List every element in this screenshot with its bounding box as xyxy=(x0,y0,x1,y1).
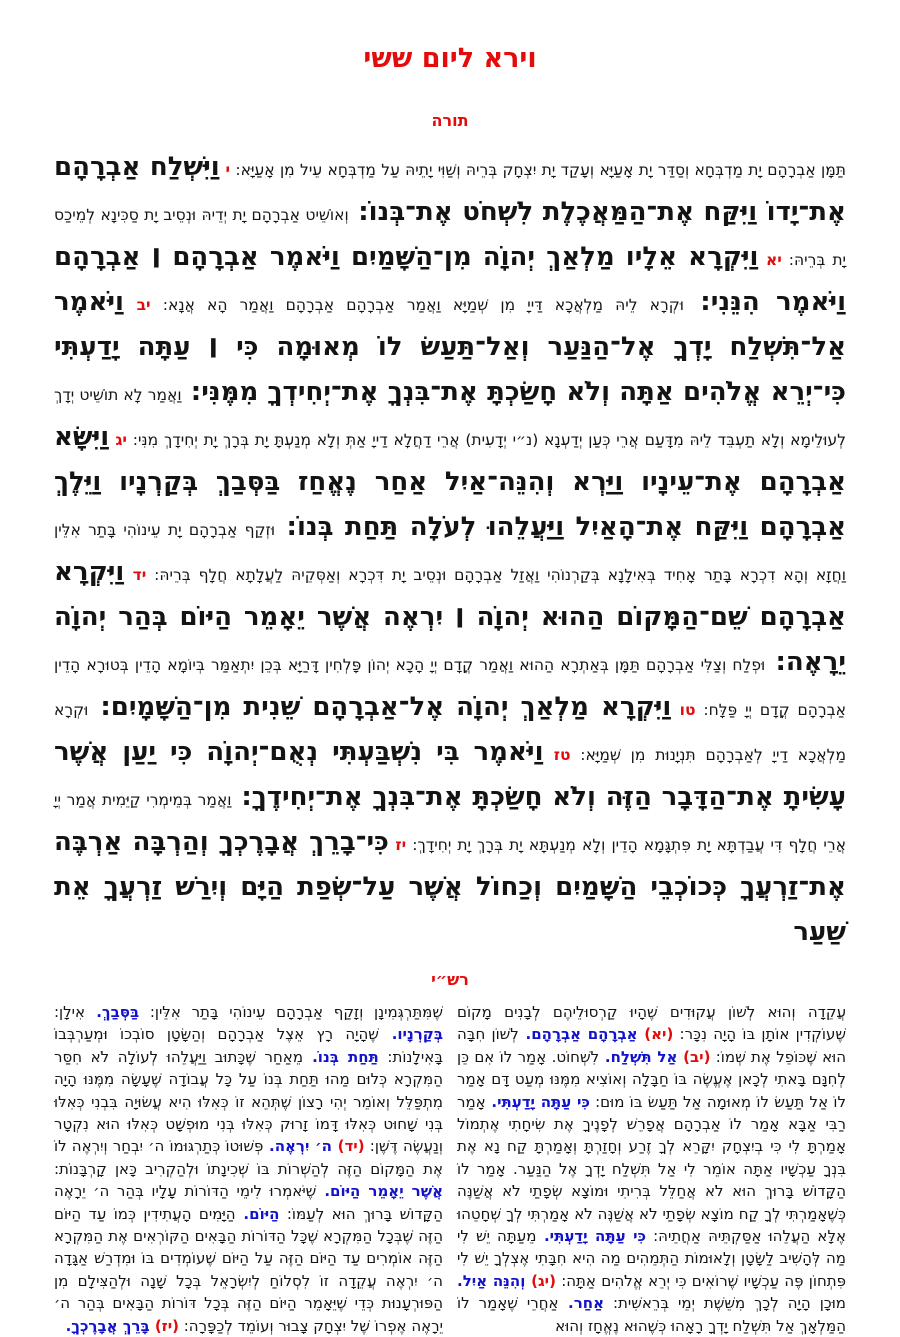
page-title: וירא ליום ששי xyxy=(363,43,537,74)
rashi-commentary xyxy=(54,1001,846,1337)
torah-text-block: תַּמָּן אַבְרָהָם יָת מַדְבְּחָא וְסַדַּר יָת אָעַיָּא וְעָקַד יָת יִצְחָק בְּרֵיהּ וְשַׁוִּי יָתֵיהּ עַל מַדְבְּחָא עֵיל מִן אָעַיָּא: י וַיִּשְׁלַח אַבְרָהָם אֶת־יָדוֹ וַיִּקַּח אֶת־הַמַּאֲכֶלֶת לִשְׁחֹט אֶת־בְּנוֹ: וְאוֹשֵׁיט אַבְרָהָם יָת יְדֵיהּ וּנְסֵיב יָת סַכִּינָא לְמֵיכַס יָת בְּרֵיהּ: יא וַיִּקְרָא אֵלָיו מַלְאַךְ יְהוָֹה מִן־הַשָּׁמַיִם וַיֹּאמֶר אַבְרָהָם ׀ אַבְרָהָם וַיֹּאמֶר הִנֵּנִי: וּקְרָא לֵיהּ מַלְאֲכָא דַּייָ מִן שְׁמַיָּא וַאֲמַר אַבְרָהָם אַבְרָהָם וַאֲמַר הָא אֲנָא: יב וַיֹּאמֶר אַל־תִּשְׁלַח יָדְךָ אֶל־הַנַּעַר וְאַל־תַּעַשׂ לוֹ מְאוּמָה כִּי ׀ עַתָּה יָדַעְתִּי כִּי־יְרֵא אֱלֹהִים אַתָּה וְלֹא חָשַׂכְתָּ אֶת־בִּנְךָ אֶת־יְחִידְךָ מִמֶּנִּי: וַאֲמַר לָא תוֹשֵׁיט יְדָךְ לְעוּלֵימָא וְלָא תַעְבֵּד לֵיהּ מִדָּעַם אֲרֵי כְּעַן יְדַעְנָא (נ״י יְדָעִית) אֲרֵי דַחֲלָא דַייָ אַתְּ וְלָא מְנַעְתָּ יָת בְּרָךְ יָת יְחִידָךְ מִנִּי: יג וַיִּשָּׂא אַבְרָהָם אֶת־עֵינָיו וַיַּרְא וְהִנֵּה־אַיִל אַחַר נֶאֱחַז בַּסְּבַךְ בְּקַרְנָיו וַיֵּלֶךְ אַבְרָהָם וַיִּקַּח אֶת־הָאַיִל וַיַּעֲלֵהוּ לְעֹלָה תַּחַת בְּנוֹ: וּזְקַף אַבְרָהָם יָת עֵינוֹהִי בָּתַר אִלֵּין וַחֲזָא וְהָא דִכְרָא בָּתַר אָחִיד בְּאִילָנָא בְּקַרְנוֹהִי וַאֲזַל אַבְרָהָם וּנְסֵיב יָת דִּכְרָא וְאַסְּקֵיהּ לַעֲלָתָא חֲלָף בְּרֵיהּ: יד וַיִּקְרָא אַבְרָהָם שֵׁם־הַמָּקוֹם הַהוּא יְהוָֹה ׀ יִרְאֶה אֲשֶׁר יֵאָמֵר הַיּוֹם בְּהַר יְהוָֹה יֵרָאֶה: וּפְלַח וְצַלִּי אַבְרָהָם תַּמָּן בְּאַתְרָא הַהוּא וַאֲמַר קֳדָם יְיָ הָכָא יְהוֹן פָּלְחִין דָּרַיָּא בְּכֵן יִתְאַמַּר בְּיוֹמָא הָדֵין בְּטוּרָא הָדֵין אַבְרָהָם קֳדָם יְיָ פַּלָּח: טו וַיִּקְרָא מַלְאַךְ יְהוָֹה אֶל־אַבְרָהָם שֵׁנִית מִן־הַשָּׁמָיִם: וּקְרָא מַלְאֲכָא דַייָ לְאַבְרָהָם תִּנְיָנוּת מִן שְׁמַיָּא: טז וַיֹּאמֶר בִּי נִשְׁבַּעְתִּי נְאֻם־יְהוָֹה כִּי יַעַן אֲשֶׁר עָשִׂיתָ אֶת־הַדָּבָר הַזֶּה וְלֹא חָשַׂכְתָּ אֶת־בִּנְךָ אֶת־יְחִידֶךָ: וַאֲמַר בְּמֵימְרִי קַיֵּמִית אֲמַר יְיָ אֲרֵי חֲלָף דִּי עֲבַדְתָּא יָת פִּתְגָּמָא הָדֵין וְלָא מְנַעְתָּא יָת בְּרָךְ יָת יְחִידָךְ: יז כִּי־בָרֵךְ אֲבָרֶכְךָ וְהַרְבָּה אַרְבֶּה אֶת־זַרְעֲךָ כְּכוֹכְבֵי הַשָּׁמַיִם וְכַחוֹל אֲשֶׁר עַל־שְׂפַת הַיָּם וְיִרַשׁ זַרְעֲךָ אֵת שַׁעַר xyxy=(54,152,847,948)
rashi-right-column: עֲקֵדָה וְהוּא לְשׁוֹן עֲקוּדִים שֶׁהָיוּ קַרְסוּלֵיהֶם לְבָנִים מָקוֹם שֶׁעוֹקְדִין אוֹתָן בּוֹ הָיָה נִכָּר: (יא) אַבְרָהָם אַבְרָהָם. לְשׁוֹן חִבָּה הוּא שֶׁכּוֹפֵל אֶת שְׁמוֹ: (יב) אַל תִּשְׁלַח. לִשְׁחוֹט. אָמַר לוֹ אִם כֵּן לְחִנָּם בָּאתִי לְכָאן אֶעֱשֶׂה בּוֹ חַבָּלָה וְאוֹצִיא מִמֶּנּוּ מְעַט דָּם אָמַר לוֹ אַל תַּעַשׂ לוֹ מְאוּמָה אַל תַּעַשׂ בּוֹ מוּם: כִּי עַתָּה יָדַעְתִּי. אָמַר רַבִּי אַבָּא אָמַר לוֹ אַבְרָהָם אֲפָרֵשׁ לְפָנֶיךָ אֶת שִׂיחָתִי אֶתְמוֹל אָמַרְתָּ לִי כִּי בְיִצְחָק יִקָּרֵא לְךָ זֶרַע וְחָזַרְתָּ וְאָמַרְתָּ קַח נָא אֶת בִּנְךָ עַכְשָׁיו אַתָּה אוֹמֵר לִי אַל תִּשְׁלַח יָדְךָ אֶל הַנַּעַר. אָמַר לוֹ הַקָּדוֹשׁ בָּרוּךְ הוּא לֹא אֲחַלֵּל בְּרִיתִי וּמוֹצָא שְׂפָתַי לֹא אֲשַׁנֶּה כְּשֶׁאָמַרְתִּי לְךָ קַח מוֹצָא שְׂפָתַי לֹא אֲשַׁנֶּה לֹא אָמַרְתִּי לְךָ שְׁחָטֵהוּ אֶלָּא הַעֲלֵהוּ אַסַּקְתֵּיהּ אַחֲתֵיהּ: כִּי עַתָּה יָדַעְתִּי. מֵעַתָּה יֵשׁ לִי מַה לְּהָשִׁיב לַשָּׂטָן וְלָאוּמוֹת הַתְּמֵהִים מַה הִיא חִבָּתִי אֶצְלְךָ יֵשׁ לִי פִּתְחוֹן פֶּה עַכְשָׁיו שֶׁרוֹאִים כִּי יְרֵא אֱלֹהִים אַתָּה: (יג) וְהִנֵּה אַיִל. מוּכָן הָיָה לְכָךְ מִשֵּׁשֶׁת יְמֵי בְּרֵאשִׁית: אַחַר. אַחֲרֵי שֶׁאָמַר לוֹ הַמַּלְאָךְ אַל תִּשְׁלַח יָדְךָ רָאָהוּ כְּשֶׁהוּא נֶאֱחָז וְהוּא xyxy=(457,1002,847,1335)
torah-section-header: תורה xyxy=(431,110,469,130)
rashi-left-column: שֶׁמִּתַּרְגְּמִינָן וְזָקַף אַבְרָהָם עֵינוֹהִי בָּתַר אִלֵּין: בַּסְּבַךְ. אִילָן: בְּקַרְנָיו. שֶׁהָיָה רָץ אֵצֶל אַבְרָהָם וְהַשָּׂטָן סוֹבְכוֹ וּמְעַרְבְּבוֹ בָּאִילָנוֹת: תַּחַת בְּנוֹ. מֵאַחַר שֶׁכָּתוּב וַיַּעֲלֵהוּ לְעוֹלָה לֹא חִסַּר הַמִּקְרָא כְּלוּם מַהוּ תַּחַת בְּנוֹ עַל כָּל עֲבוֹדָה שֶׁעָשָׂה מִמֶּנּוּ הָיָה מִתְפַּלֵּל וְאוֹמֵר יְהִי רָצוֹן שֶׁתְּהֵא זוֹ כְּאִלּוּ הִיא עֲשׂוּיָה בִּבְנִי כְּאִלּוּ בְּנִי שָׁחוּט כְּאִלּוּ דָּמוֹ זָרוּק כְּאִלּוּ בְּנִי מוּפְשָׁט כְּאִלּוּ הוּא נִקְטָר וְנַעֲשֶׂה דֶּשֶׁן: (יד) ה׳ יִרְאֶה. פְּשׁוּטוֹ כְּתַרְגּוּמוֹ ה׳ יִבְחַר וְיִרְאֶה לוֹ אֶת הַמָּקוֹם הַזֶּה לְהַשְׁרוֹת בּוֹ שְׁכִינָתוֹ וּלְהַקְרִיב כָּאן קָרְבָּנוֹת: אֲשֶׁר יֵאָמֵר הַיּוֹם. שֶׁיֹּאמְרוּ לִימֵי הַדּוֹרוֹת עָלָיו בְּהַר ה׳ יֵרָאֶה הַקָּדוֹשׁ בָּרוּךְ הוּא לְעַמּוֹ: הַיּוֹם. הַיָּמִים הָעֲתִידִין כְּמוֹ עַד הַיּוֹם הַזֶּה שֶׁבְּכָל הַמִּקְרָא שֶׁכָּל הַדּוֹרוֹת הַבָּאִים הַקּוֹרְאִים אֶת הַמִּקְרָא הַזֶּה אוֹמְרִים עַד הַיּוֹם הַזֶּה עַל הַיּוֹם שֶׁעוֹמְדִים בּוֹ וּמִדְרַשׁ אַגָּדָה ה׳ יִרְאֶה עֲקֵדָה זוֹ לִסְלוֹחַ לְיִשְׂרָאֵל בְּכָל שָׁנָה וּלְהַצִּילָם מִן הַפּוּרְעָנוּת כְּדֵי שֶׁיֵּאָמֵר הַיּוֹם הַזֶּה בְּכָל דּוֹרוֹת הַבָּאִים בְּהַר ה׳ יֵרָאֶה אֶפְרוֹ שֶׁל יִצְחָק צָבוּר וְעוֹמֵד לְכַפָּרָה: (יז) בָּרֵךְ אֲבָרֶכְךָ. xyxy=(54,1002,443,1335)
rashi-section-header: רש״י xyxy=(431,970,469,990)
